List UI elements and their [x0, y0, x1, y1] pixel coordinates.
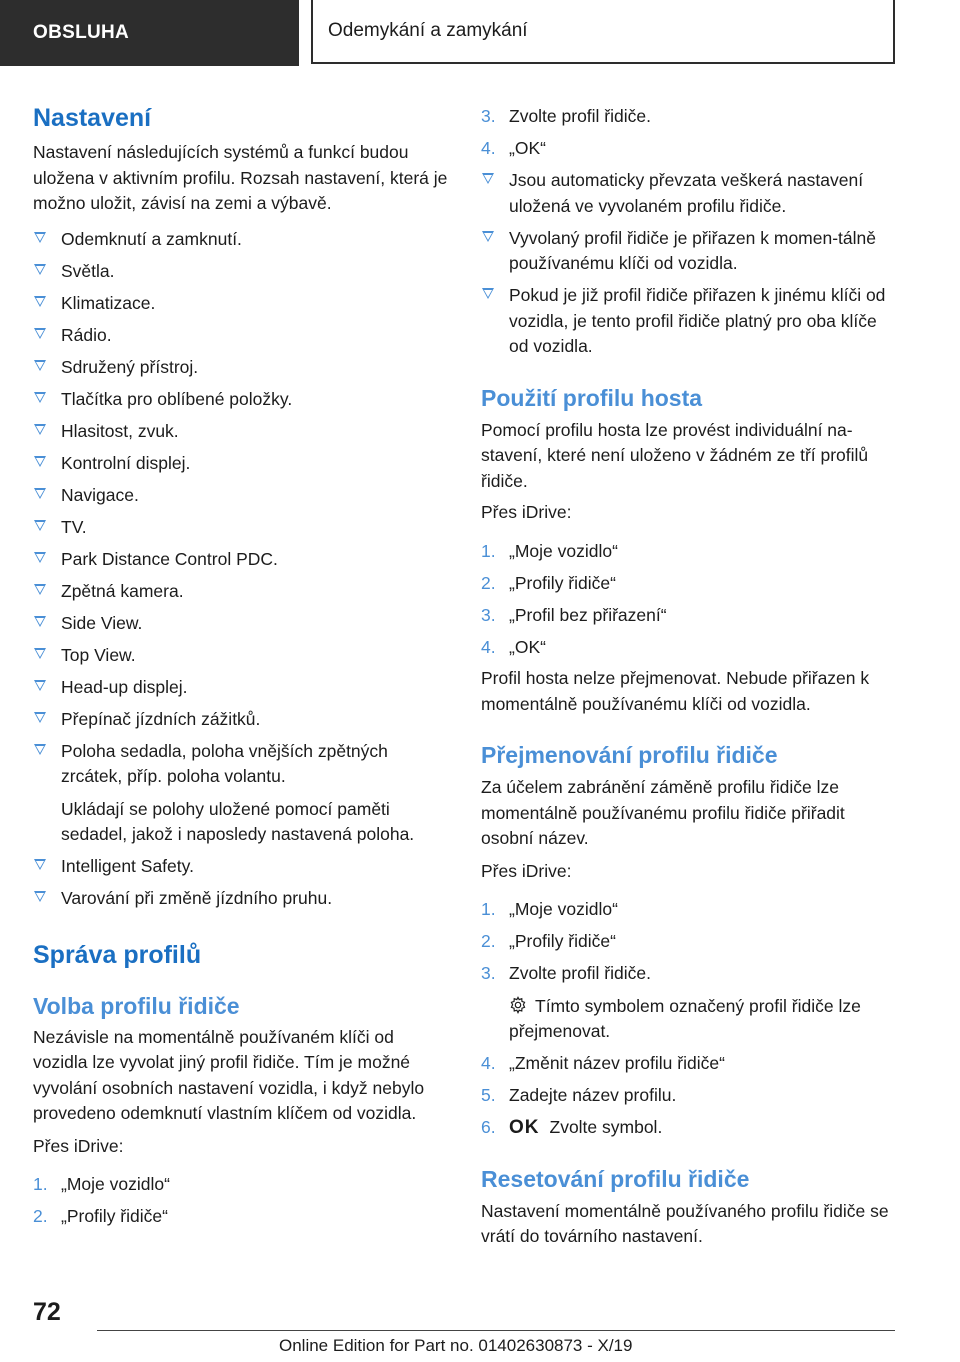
triangle-bullet-icon — [34, 456, 46, 467]
via-idrive-label: Přes iDrive: — [481, 860, 572, 881]
list-item: 3. Zvolte profil řidiče. — [481, 106, 651, 126]
list-item: Hlasitost, zvuk. — [33, 419, 448, 445]
choose-profile-heading: Volba profilu řidiče — [33, 992, 240, 1019]
triangle-bullet-icon — [34, 360, 46, 371]
triangle-bullet-icon — [34, 488, 46, 499]
settings-heading: Nastavení — [33, 104, 152, 132]
triangle-bullet-icon — [482, 231, 494, 242]
section-label: OBSLUHA — [33, 22, 130, 43]
rename-steps — [481, 897, 901, 1141]
rename-profile-text: Za účelem zabránění záměně profilu řidiče lze momentálně používanému profilu řidiče přiřadit osobní název. — [481, 777, 845, 848]
list-item: Head-up displej. — [33, 675, 448, 701]
list-item: Poloha sedadla, poloha vnějších zpětných zrcátek, příp. poloha volantu. Ukládají se polohy uložené pomocí paměti sedadel, jakož i naposledy nastavená poloha. — [33, 739, 448, 848]
footer-divider — [97, 1330, 895, 1331]
rename-symbol-note: Tímto symbolem označený profil řidiče lze přejmenovat. — [509, 995, 861, 1041]
triangle-bullet-icon — [34, 232, 46, 243]
list-item: 6. OK Zvolte symbol. — [481, 1115, 901, 1141]
list-item: Kontrolní displej. — [33, 451, 448, 477]
list-item: Pokud je již profil řidiče přiřazen k jinému klíči od vozidla, je tento profil řidiče platný pro oba klíče od vozidla. — [481, 283, 901, 360]
profiles-heading: Správa profilů — [33, 940, 202, 969]
list-item: Side View. — [33, 611, 448, 637]
list-item: 2. „Profily řidiče“ — [481, 931, 616, 951]
list-item: Vyvolaný profil řidiče je přiřazen k momen‐tálně používanému klíči od vozidla. — [481, 226, 901, 277]
triangle-bullet-icon — [34, 648, 46, 659]
list-item: 5. Zadejte název profilu. — [481, 1085, 677, 1105]
triangle-bullet-icon — [482, 288, 494, 299]
list-item: 4. „OK“ — [481, 636, 546, 657]
reset-profile-heading: Resetování profilu řidiče — [481, 1165, 750, 1192]
page-number: 72 — [33, 1298, 61, 1326]
list-item: 3. Zvolte profil řidiče. Tímto symbolem označený profil řidiče lze přejmenovat. — [481, 961, 901, 1045]
triangle-bullet-icon — [34, 424, 46, 435]
guest-profile-note: Profil hosta nelze přejmenovat. Nebude přiřazen k momentálně používanému klíči od vozidla. — [481, 668, 870, 714]
right-column — [481, 100, 901, 1250]
choose-profile-text: Nezávisle na momentálně používaném klíči od vozidla lze vyvolat jiný profil řidiče. Tím je možné vyvolání osobních nastavení vozidla, i když nebylo provedeno odemknutí vlastním klíčem od vozidla. — [33, 1026, 425, 1123]
guest-steps — [481, 539, 901, 661]
list-item: 1. „Moje vozidlo“ — [481, 899, 618, 919]
list-item: 2. „Profily řidiče“ — [481, 572, 616, 593]
edition-text: Online Edition for Part no. 01402630873 - X/19 — [279, 1336, 633, 1355]
section-tab — [0, 0, 299, 66]
rename-profile-heading: Přejmenování profilu řidiče — [481, 742, 778, 768]
list-item: Rádio. — [33, 323, 448, 349]
list-item: TV. — [33, 515, 448, 541]
triangle-bullet-icon — [34, 584, 46, 595]
via-idrive-label: Přes iDrive: — [33, 1135, 124, 1156]
triangle-bullet-icon — [34, 520, 46, 531]
seat-memory-note: Ukládají se polohy uložené pomocí paměti sedadel, jakož i naposledy nastavená poloha. — [61, 798, 415, 844]
triangle-bullet-icon — [34, 616, 46, 627]
list-item: Klimatizace. — [33, 291, 448, 317]
guest-profile-heading: Použití profilu hosta — [481, 384, 703, 411]
list-item: Top View. — [33, 643, 448, 669]
triangle-bullet-icon — [34, 891, 46, 902]
list-item: Navigace. — [33, 483, 448, 509]
guest-profile-text: Pomocí profilu hosta lze provést individuální na‐stavení, které není uloženo v žádném ze tří profilů řidiče. — [481, 419, 869, 491]
triangle-bullet-icon — [34, 744, 46, 755]
triangle-bullet-icon — [34, 712, 46, 723]
list-item: Varování při změně jízdního pruhu. — [33, 886, 448, 912]
triangle-bullet-icon — [482, 173, 494, 184]
choose-steps — [33, 1172, 448, 1230]
ok-icon: OK — [509, 1117, 540, 1138]
reset-profile-text: Nastavení momentálně používaného profilu řidiče se vrátí do továrního nastavení. — [481, 1200, 889, 1246]
left-column — [33, 100, 448, 1230]
triangle-bullet-icon — [34, 264, 46, 275]
list-item: 4. „Změnit název profilu řidiče“ — [481, 1053, 725, 1073]
list-item: 2. „Profily řidiče“ — [33, 1206, 168, 1226]
list-item: Světla. — [33, 259, 448, 285]
list-item: Odemknutí a zamknutí. — [33, 227, 448, 253]
list-item: Tlačítka pro oblíbené položky. — [33, 387, 448, 413]
list-item: 1. „Moje vozidlo“ — [481, 540, 618, 561]
list-item: Přepínač jízdních zážitků. — [33, 707, 448, 733]
list-item: Sdružený přístroj. — [33, 355, 448, 381]
list-item: 1. „Moje vozidlo“ — [33, 1174, 170, 1194]
settings-intro: Nastavení následujících systémů a funkcí budou uložena v aktivním profilu. Rozsah nastavení, která je možno uložit, závisí na zemi a výbavě. — [33, 142, 448, 213]
list-item: Park Distance Control PDC. — [33, 547, 448, 573]
choose-steps-continued — [481, 104, 901, 162]
triangle-bullet-icon — [34, 392, 46, 403]
triangle-bullet-icon — [34, 328, 46, 339]
gear-icon — [509, 996, 527, 1014]
choose-results — [481, 168, 901, 360]
triangle-bullet-icon — [34, 552, 46, 563]
via-idrive-label: Přes iDrive: — [481, 502, 572, 522]
list-item: 3. „Profil bez přiřazení“ — [481, 604, 667, 625]
settings-list — [33, 227, 448, 912]
list-item: Jsou automaticky převzata veškerá nastavení uložená ve vyvolaném profilu řidiče. — [481, 168, 901, 219]
list-item: 4. „OK“ — [481, 138, 546, 158]
triangle-bullet-icon — [34, 296, 46, 307]
triangle-bullet-icon — [34, 680, 46, 691]
triangle-bullet-icon — [34, 859, 46, 870]
topic-tab — [311, 0, 895, 64]
list-item: Zpětná kamera. — [33, 579, 448, 605]
list-item: Intelligent Safety. — [33, 854, 448, 880]
topic-label: Odemykání a zamykání — [328, 20, 528, 41]
